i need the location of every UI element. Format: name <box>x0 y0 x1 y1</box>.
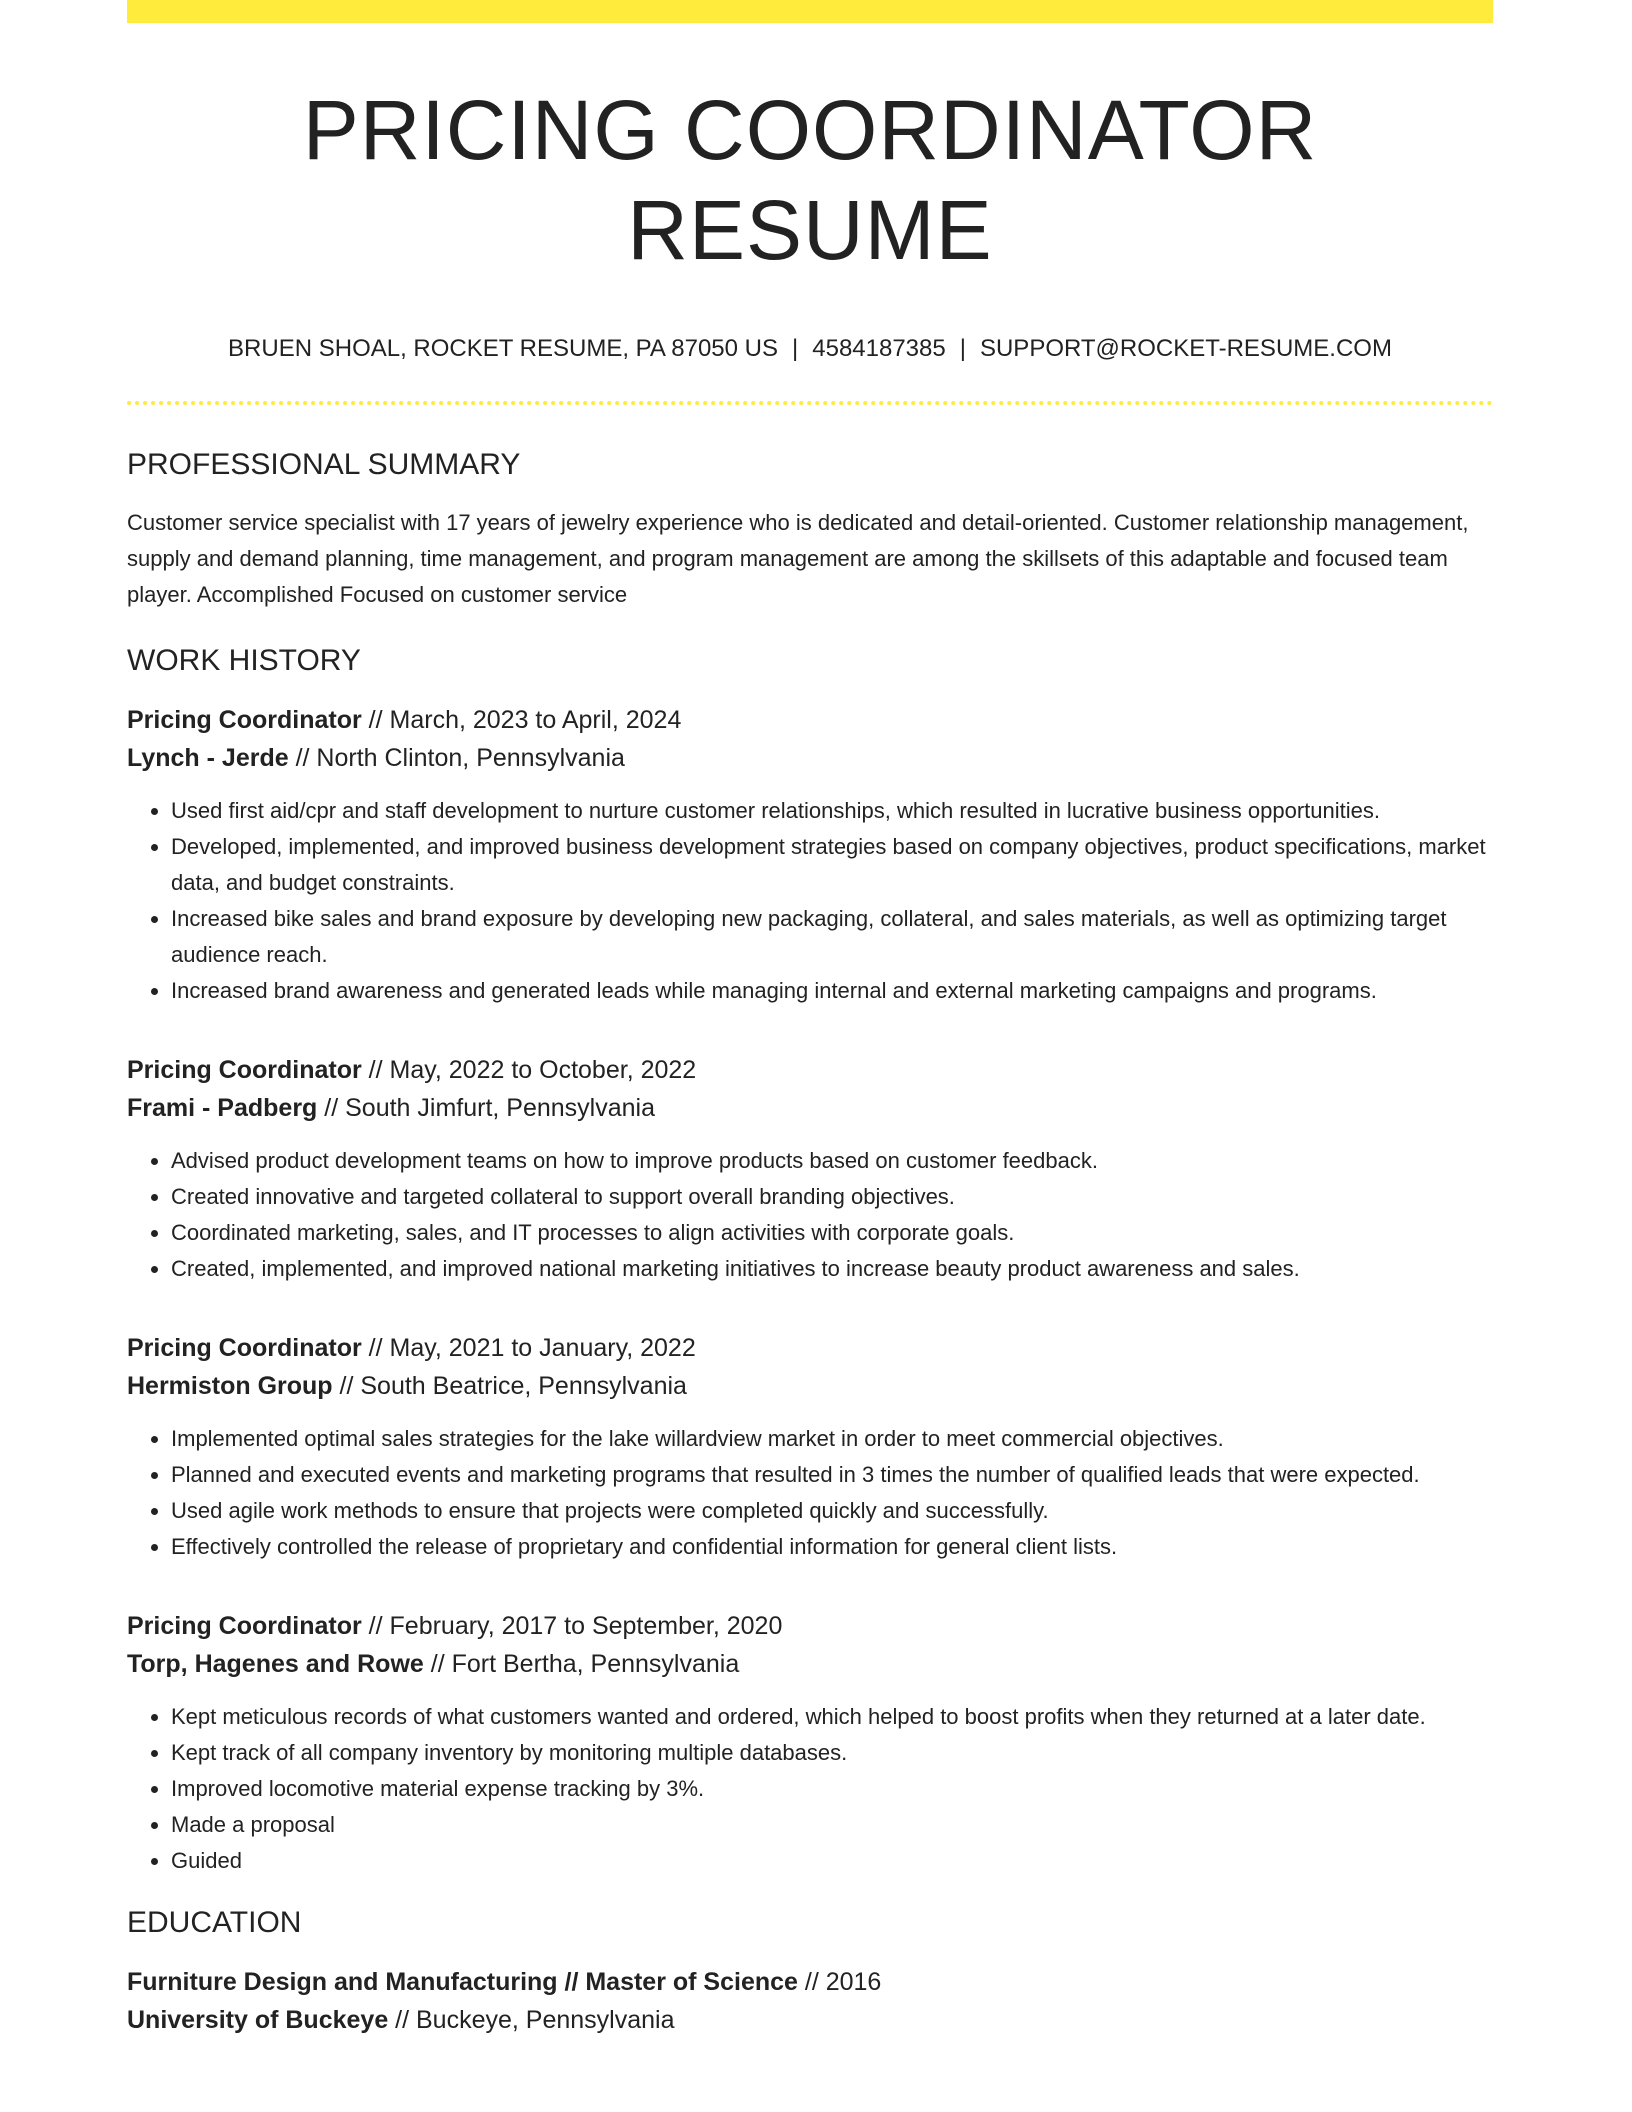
job-bullet: • Implemented optimal sales strategies for the lake willardview market in order to meet commercial objectives. <box>171 1421 1493 1457</box>
job-bullet: • Made a proposal <box>171 1807 1493 1843</box>
education-year: // 2016 <box>797 1968 882 1996</box>
education-location: // Buckeye, Pennsylvania <box>388 2006 675 2034</box>
contact-separator: | <box>792 335 799 362</box>
job-entry <box>127 1329 1493 1565</box>
job-dates: // May, 2021 to January, 2022 <box>361 1334 696 1362</box>
education-entry <box>127 1963 1493 2039</box>
contact-email: SUPPORT@ROCKET-RESUME.COM <box>979 335 1392 362</box>
job-company-line <box>127 1645 1493 1683</box>
job-bullet: • Created, implemented, and improved national marketing initiatives to increase beauty product awareness and sales. <box>171 1251 1493 1287</box>
contact-phone: 4584187385 <box>812 335 946 362</box>
job-location: // North Clinton, Pennsylvania <box>288 744 625 772</box>
job-title: Pricing Coordinator <box>127 706 362 734</box>
education-degree: Furniture Design and Manufacturing // Master of Science <box>127 1968 798 1996</box>
job-title-line <box>127 701 1493 739</box>
job-location: // South Beatrice, Pennsylvania <box>332 1372 687 1400</box>
job-title-line <box>127 1051 1493 1089</box>
job-title-line <box>127 1329 1493 1367</box>
job-entry <box>127 701 1493 1009</box>
education-heading: EDUCATION <box>127 1906 302 1939</box>
job-bullet: • Increased brand awareness and generated leads while managing internal and external marketing campaigns and programs. <box>171 973 1493 1009</box>
job-bullet: • Effectively controlled the release of proprietary and confidential information for general client lists. <box>171 1529 1493 1565</box>
job-bullets <box>127 1699 1493 1879</box>
job-bullet: • Kept track of all company inventory by monitoring multiple databases. <box>171 1735 1493 1771</box>
summary-text: Customer service specialist with 17 years of jewelry experience who is dedicated and detail-oriented. Customer relationship management, supply and demand planning, time management, and program management are among the skillsets of this adaptable and focused team player. Accomplished Focused on customer service <box>127 510 1469 607</box>
job-bullet: • Improved locomotive material expense tracking by 3%. <box>171 1771 1493 1807</box>
contact-separator: | <box>959 335 966 362</box>
job-bullet: • Guided <box>171 1843 1493 1879</box>
job-title-line <box>127 1607 1493 1645</box>
job-company: Lynch - Jerde <box>127 744 289 772</box>
dotted-divider <box>127 401 1493 405</box>
job-bullet: • Created innovative and targeted collateral to support overall branding objectives. <box>171 1179 1493 1215</box>
education-degree-line <box>127 1963 1493 2001</box>
job-location: // Fort Bertha, Pennsylvania <box>423 1650 740 1678</box>
job-bullet: • Used agile work methods to ensure that projects were completed quickly and successfully. <box>171 1493 1493 1529</box>
job-title: Pricing Coordinator <box>127 1334 362 1362</box>
job-bullet: • Increased bike sales and brand exposure by developing new packaging, collateral, and sales materials, as well as optimizing target audience reach. <box>171 901 1493 973</box>
job-company-line <box>127 739 1493 777</box>
job-company-line <box>127 1089 1493 1127</box>
contact-line <box>127 334 1493 364</box>
job-title: Pricing Coordinator <box>127 1056 362 1084</box>
job-dates: // February, 2017 to September, 2020 <box>361 1612 783 1640</box>
job-bullet: • Advised product development teams on how to improve products based on customer feedback. <box>171 1143 1493 1179</box>
resume-title: PRICING COORDINATOR RESUME <box>302 83 1318 277</box>
job-bullet: • Developed, implemented, and improved business development strategies based on company objectives, product specifications, market data, and budget constraints. <box>171 829 1493 901</box>
resume-content <box>127 0 1493 2039</box>
job-bullet: • Used first aid/cpr and staff development to nurture customer relationships, which resulted in lucrative business opportunities. <box>171 793 1493 829</box>
job-entry <box>127 1607 1493 1879</box>
education-school: University of Buckeye <box>127 2006 389 2034</box>
job-location: // South Jimfurt, Pennsylvania <box>317 1094 655 1122</box>
job-dates: // March, 2023 to April, 2024 <box>361 706 682 734</box>
job-bullets <box>127 793 1493 1009</box>
job-bullet: • Planned and executed events and marketing programs that resulted in 3 times the number of qualified leads that were expected. <box>171 1457 1493 1493</box>
job-entry <box>127 1051 1493 1287</box>
job-bullet: • Coordinated marketing, sales, and IT processes to align activities with corporate goals. <box>171 1215 1493 1251</box>
contact-address: BRUEN SHOAL, ROCKET RESUME, PA 87050 US <box>228 335 779 362</box>
job-company: Torp, Hagenes and Rowe <box>127 1650 424 1678</box>
job-title: Pricing Coordinator <box>127 1612 362 1640</box>
education-school-line <box>127 2001 1493 2039</box>
job-company: Hermiston Group <box>127 1372 333 1400</box>
work-history-heading: WORK HISTORY <box>127 644 361 677</box>
job-company-line <box>127 1367 1493 1405</box>
job-company: Frami - Padberg <box>127 1094 318 1122</box>
job-bullets <box>127 1421 1493 1565</box>
job-bullets <box>127 1143 1493 1287</box>
summary-heading: PROFESSIONAL SUMMARY <box>127 448 521 481</box>
job-bullet: • Kept meticulous records of what customers wanted and ordered, which helped to boost profits when they returned at a later date. <box>171 1699 1493 1735</box>
job-dates: // May, 2022 to October, 2022 <box>361 1056 697 1084</box>
